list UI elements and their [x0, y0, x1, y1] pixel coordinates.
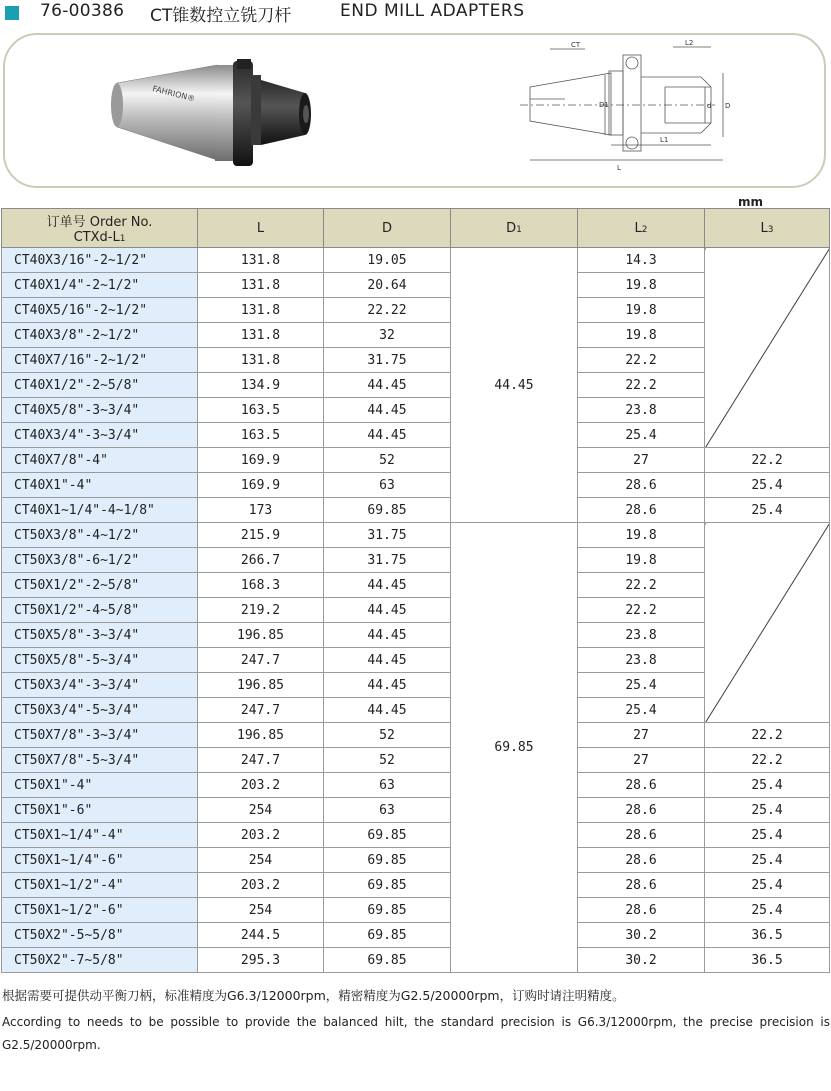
l2-cell: 19.8: [578, 323, 705, 348]
d1-cell: 69.85: [451, 523, 578, 973]
l-cell: 254: [198, 798, 324, 823]
l-cell: 254: [198, 848, 324, 873]
header-order-no: [2, 209, 198, 248]
title-chinese: CT锥数控立铣刀杆: [150, 6, 292, 26]
l-cell: 163.5: [198, 423, 324, 448]
d-cell: 63: [324, 798, 451, 823]
product-code: 76-00386: [40, 1, 125, 21]
note-english: According to needs to be possible to provide the balanced hilt, the standard precision is G6.3/12000rpm, the precise precision is G2.5/20000rpm.: [2, 1015, 830, 1052]
l2-cell: 28.6: [578, 498, 705, 523]
l2-cell: 19.8: [578, 298, 705, 323]
d-cell: 32: [324, 323, 451, 348]
d-cell: 44.45: [324, 373, 451, 398]
l-cell: 295.3: [198, 948, 324, 973]
d-cell: 44.45: [324, 648, 451, 673]
l2-cell: 28.6: [578, 898, 705, 923]
order-no-cell: CT40X1~1/4"-4~1/8": [2, 498, 198, 523]
l-cell: 254: [198, 898, 324, 923]
order-no-cell: CT40X5/16"-2~1/2": [2, 298, 198, 323]
order-no-cell: CT50X1/2"-2~5/8": [2, 573, 198, 598]
l2-cell: 25.4: [578, 673, 705, 698]
l-cell: 131.8: [198, 298, 324, 323]
order-no-cell: CT50X2"-5~5/8": [2, 923, 198, 948]
order-no-cell: CT50X1~1/2"-6": [2, 898, 198, 923]
l-cell: 203.2: [198, 773, 324, 798]
l3-cell: 22.2: [705, 723, 830, 748]
header-order-pattern-sub: 1: [119, 234, 126, 244]
l2-cell: 27: [578, 723, 705, 748]
l3-empty-cell: [705, 523, 830, 723]
d-cell: 22.22: [324, 298, 451, 323]
l-cell: 244.5: [198, 923, 324, 948]
table-row: [2, 748, 830, 773]
d-cell: 69.85: [324, 823, 451, 848]
header-d1: D1: [451, 209, 578, 248]
product-figure-panel: [3, 33, 826, 188]
l2-cell: 25.4: [578, 698, 705, 723]
header-order-en: Order No.: [89, 215, 153, 230]
l2-cell: 22.2: [578, 348, 705, 373]
d1-cell: 44.45: [451, 248, 578, 523]
l2-cell: 27: [578, 448, 705, 473]
d-cell: 31.75: [324, 548, 451, 573]
order-no-cell: CT50X1~1/4"-4": [2, 823, 198, 848]
order-no-cell: CT40X3/8"-2~1/2": [2, 323, 198, 348]
order-no-cell: CT50X1~1/4"-6": [2, 848, 198, 873]
d-cell: 20.64: [324, 273, 451, 298]
l-cell: 219.2: [198, 598, 324, 623]
product-illustration: [5, 35, 824, 186]
table-row: [2, 473, 830, 498]
l-cell: 169.9: [198, 448, 324, 473]
order-no-cell: CT40X5/8"-3~3/4": [2, 398, 198, 423]
header-l: L: [198, 209, 324, 248]
l2-cell: 30.2: [578, 923, 705, 948]
unit-label: mm: [737, 195, 763, 209]
label-ct: CT: [571, 41, 581, 49]
l-cell: 247.7: [198, 698, 324, 723]
order-no-cell: CT40X7/8"-4": [2, 448, 198, 473]
label-d1: D1: [599, 101, 609, 109]
l2-cell: 30.2: [578, 948, 705, 973]
title-square-icon: [5, 6, 19, 20]
label-l1: L1: [660, 136, 669, 144]
l3-cell: 25.4: [705, 898, 830, 923]
l2-cell: 14.3: [578, 248, 705, 273]
d-cell: 44.45: [324, 398, 451, 423]
l2-cell: 19.8: [578, 273, 705, 298]
order-no-cell: CT40X3/4"-3~3/4": [2, 423, 198, 448]
order-no-cell: CT50X5/8"-3~3/4": [2, 623, 198, 648]
d-cell: 44.45: [324, 673, 451, 698]
table-row: [2, 723, 830, 748]
header-d: D: [324, 209, 451, 248]
title-english: END MILL ADAPTERS: [340, 1, 525, 21]
l-cell: 203.2: [198, 823, 324, 848]
l3-cell: 25.4: [705, 498, 830, 523]
l3-cell: 36.5: [705, 948, 830, 973]
d-cell: 52: [324, 723, 451, 748]
l-cell: 203.2: [198, 873, 324, 898]
l2-cell: 22.2: [578, 373, 705, 398]
d-cell: 44.45: [324, 573, 451, 598]
l2-cell: 19.8: [578, 548, 705, 573]
d-cell: 19.05: [324, 248, 451, 273]
d-cell: 63: [324, 773, 451, 798]
l-cell: 168.3: [198, 573, 324, 598]
order-no-cell: CT50X1"-4": [2, 773, 198, 798]
technical-drawing: [520, 47, 723, 160]
d-cell: 69.85: [324, 848, 451, 873]
d-cell: 69.85: [324, 898, 451, 923]
l2-cell: 28.6: [578, 848, 705, 873]
order-no-cell: CT50X1/2"-4~5/8": [2, 598, 198, 623]
drawing-labels: [571, 39, 730, 172]
l3-cell: 25.4: [705, 798, 830, 823]
d-cell: 63: [324, 473, 451, 498]
table-row: [2, 498, 830, 523]
l3-cell: 25.4: [705, 823, 830, 848]
header-order-pattern: CTXd-L: [73, 230, 120, 245]
order-no-cell: CT40X7/16"-2~1/2": [2, 348, 198, 373]
spec-table: [1, 208, 830, 973]
l-cell: 163.5: [198, 398, 324, 423]
l-cell: 131.8: [198, 323, 324, 348]
l-cell: 247.7: [198, 748, 324, 773]
d-cell: 44.45: [324, 598, 451, 623]
table-row: [2, 523, 830, 548]
d-cell: 52: [324, 748, 451, 773]
order-no-cell: CT50X2"-7~5/8": [2, 948, 198, 973]
l2-cell: 28.6: [578, 873, 705, 898]
l2-cell: 28.6: [578, 798, 705, 823]
table-row: [2, 898, 830, 923]
l-cell: 266.7: [198, 548, 324, 573]
l-cell: 196.85: [198, 673, 324, 698]
l3-cell: 25.4: [705, 848, 830, 873]
table-row: [2, 248, 830, 273]
l2-cell: 28.6: [578, 773, 705, 798]
order-no-cell: CT50X3/8"-4~1/2": [2, 523, 198, 548]
l2-cell: 28.6: [578, 473, 705, 498]
l2-cell: 22.2: [578, 573, 705, 598]
l2-cell: 22.2: [578, 598, 705, 623]
order-no-cell: CT50X5/8"-5~3/4": [2, 648, 198, 673]
header-order-cn: 订单号: [46, 215, 86, 230]
order-no-cell: CT50X7/8"-5~3/4": [2, 748, 198, 773]
l-cell: 169.9: [198, 473, 324, 498]
l-cell: 173: [198, 498, 324, 523]
header-l2: L2: [578, 209, 705, 248]
table-row: [2, 873, 830, 898]
label-l: L: [617, 164, 621, 172]
table-row: [2, 848, 830, 873]
d-cell: 52: [324, 448, 451, 473]
l-cell: 196.85: [198, 723, 324, 748]
label-d-small: d: [707, 102, 712, 110]
l3-cell: 25.4: [705, 873, 830, 898]
note-chinese: 根据需要可提供动平衡刀柄，标准精度为G6.3/12000rpm，精密精度为G2.5/20000rpm，订购时请注明精度。: [2, 988, 625, 1003]
table-body: [2, 248, 830, 973]
order-no-cell: CT40X1/2"-2~5/8": [2, 373, 198, 398]
table-row: [2, 923, 830, 948]
table-row: [2, 798, 830, 823]
order-no-cell: CT40X3/16"-2~1/2": [2, 248, 198, 273]
l-cell: 131.8: [198, 248, 324, 273]
brand-text: FAHRION®: [151, 84, 196, 104]
l2-cell: 23.8: [578, 623, 705, 648]
order-no-cell: CT50X7/8"-3~3/4": [2, 723, 198, 748]
title-bar: [0, 0, 831, 30]
l2-cell: 28.6: [578, 823, 705, 848]
d-cell: 69.85: [324, 498, 451, 523]
d-cell: 69.85: [324, 873, 451, 898]
l-cell: 134.9: [198, 373, 324, 398]
table-header-row: [2, 209, 830, 248]
l2-cell: 23.8: [578, 398, 705, 423]
table-row: [2, 773, 830, 798]
order-no-cell: CT40X1"-4": [2, 473, 198, 498]
l2-cell: 19.8: [578, 523, 705, 548]
adapter-photo: [111, 59, 311, 166]
label-d-large: D: [725, 102, 731, 110]
d-cell: 31.75: [324, 523, 451, 548]
l3-cell: 25.4: [705, 773, 830, 798]
order-no-cell: CT40X1/4"-2~1/2": [2, 273, 198, 298]
order-no-cell: CT50X3/8"-6~1/2": [2, 548, 198, 573]
d-cell: 69.85: [324, 948, 451, 973]
l-cell: 131.8: [198, 273, 324, 298]
d-cell: 31.75: [324, 348, 451, 373]
l2-cell: 27: [578, 748, 705, 773]
l3-cell: 22.2: [705, 448, 830, 473]
order-no-cell: CT50X3/4"-5~3/4": [2, 698, 198, 723]
table-row: [2, 823, 830, 848]
order-no-cell: CT50X1"-6": [2, 798, 198, 823]
label-l2: L2: [685, 39, 694, 47]
l3-empty-cell: [705, 248, 830, 448]
table-row: [2, 948, 830, 973]
d-cell: 44.45: [324, 623, 451, 648]
l2-cell: 23.8: [578, 648, 705, 673]
order-no-cell: CT50X1~1/2"-4": [2, 873, 198, 898]
l-cell: 247.7: [198, 648, 324, 673]
d-cell: 44.45: [324, 698, 451, 723]
l3-cell: 36.5: [705, 923, 830, 948]
d-cell: 44.45: [324, 423, 451, 448]
header-l3: L3: [705, 209, 830, 248]
l2-cell: 25.4: [578, 423, 705, 448]
order-no-cell: CT50X3/4"-3~3/4": [2, 673, 198, 698]
table-row: [2, 448, 830, 473]
d-cell: 69.85: [324, 923, 451, 948]
l3-cell: 25.4: [705, 473, 830, 498]
l-cell: 215.9: [198, 523, 324, 548]
l3-cell: 22.2: [705, 748, 830, 773]
l-cell: 196.85: [198, 623, 324, 648]
l-cell: 131.8: [198, 348, 324, 373]
